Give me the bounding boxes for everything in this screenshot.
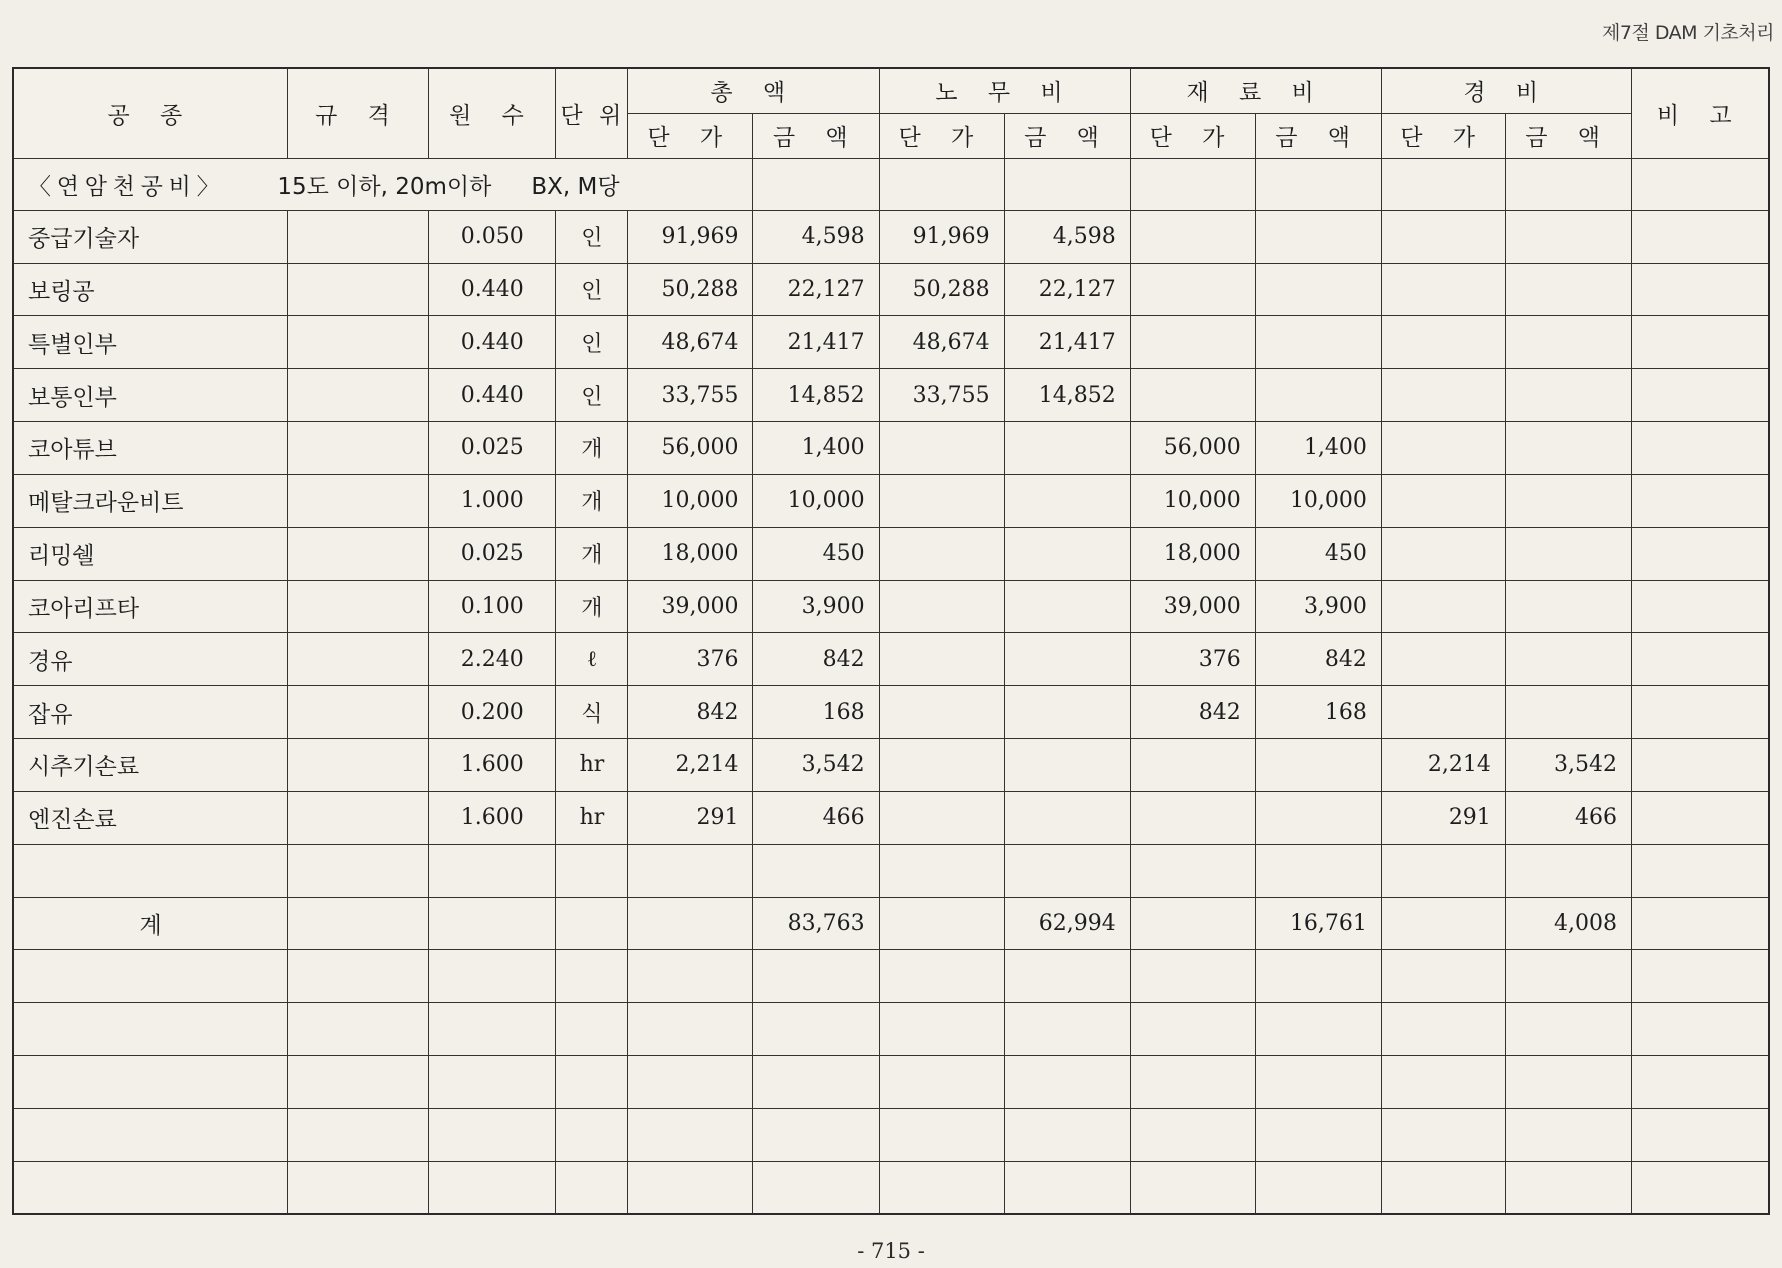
expense-amount [1505,316,1631,369]
qty-cell: 0.440 [429,316,556,369]
expense-unit-price [1381,1055,1505,1108]
total-unit-price: 50,288 [628,263,753,316]
expense-unit-price [1381,633,1505,686]
spec-cell [288,844,429,897]
header-expense-amount: 금 액 [1505,113,1631,158]
unit-cell: ℓ [556,633,628,686]
table-row [13,316,1769,369]
remark-cell [1631,1108,1769,1161]
material-amount [1255,844,1381,897]
spec-cell [288,580,429,633]
labor-unit-price [879,633,1004,686]
labor-amount [1004,422,1130,475]
blank-row [13,1003,1769,1056]
labor-unit-price [879,474,1004,527]
qty-cell [429,1108,556,1161]
material-unit-price [1130,897,1255,950]
total-amount [753,1055,879,1108]
remark-cell [1631,739,1769,792]
item-name: 계 [13,897,288,950]
spec-cell [288,527,429,580]
total-unit-price: 33,755 [628,369,753,422]
spec-cell [288,633,429,686]
unit-cell: 인 [556,263,628,316]
header-expense: 경 비 [1381,68,1631,113]
expense-unit-price [1381,686,1505,739]
header-labor-amount: 금 액 [1004,113,1130,158]
item-name: 코아튜브 [13,422,288,475]
remark-cell [1631,897,1769,950]
unit-cell: hr [556,791,628,844]
header-material: 재 료 비 [1130,68,1381,113]
expense-amount [1505,369,1631,422]
section-unit: BX, M당 [531,173,620,200]
material-amount [1255,316,1381,369]
expense-amount [1505,1108,1631,1161]
expense-amount [1505,1055,1631,1108]
total-unit-price: 56,000 [628,422,753,475]
qty-cell [429,1003,556,1056]
header-expense-unit-price: 단 가 [1381,113,1505,158]
qty-cell [429,1055,556,1108]
labor-amount [1004,950,1130,1003]
item-name: 리밍쉘 [13,527,288,580]
spec-cell [288,210,429,263]
table-row [13,580,1769,633]
expense-amount [1505,1003,1631,1056]
unit-cell: 식 [556,686,628,739]
expense-amount [1505,580,1631,633]
item-name: 엔진손료 [13,791,288,844]
unit-cell: 인 [556,316,628,369]
spec-cell [288,950,429,1003]
material-amount [1255,1161,1381,1214]
labor-unit-price [879,686,1004,739]
spec-cell [288,897,429,950]
table-row [13,474,1769,527]
table-row [13,791,1769,844]
item-name [13,1003,288,1056]
unit-cell: 개 [556,527,628,580]
unit-cell: hr [556,739,628,792]
material-unit-price [1130,1055,1255,1108]
labor-amount [1004,844,1130,897]
expense-unit-price [1381,527,1505,580]
remark-cell [1631,1161,1769,1214]
expense-unit-price [1381,1003,1505,1056]
table-row [13,739,1769,792]
remark-cell [1631,686,1769,739]
material-unit-price [1130,1003,1255,1056]
labor-amount [1004,474,1130,527]
item-name: 경유 [13,633,288,686]
expense-amount [1505,474,1631,527]
spec-cell [288,263,429,316]
spec-cell [288,686,429,739]
total-amount: 14,852 [753,369,879,422]
unit-cell: 개 [556,474,628,527]
labor-unit-price [879,1161,1004,1214]
qty-cell [429,844,556,897]
unit-cell: 개 [556,580,628,633]
qty-cell: 1.000 [429,474,556,527]
material-unit-price [1130,263,1255,316]
table-row [13,422,1769,475]
spec-cell [288,1003,429,1056]
expense-unit-price [1381,897,1505,950]
total-unit-price: 376 [628,633,753,686]
unit-cell: 인 [556,369,628,422]
expense-amount [1505,844,1631,897]
material-unit-price [1130,210,1255,263]
labor-amount: 14,852 [1004,369,1130,422]
total-amount: 21,417 [753,316,879,369]
header-item: 공 종 [13,68,288,158]
material-unit-price [1130,950,1255,1003]
qty-cell: 1.600 [429,791,556,844]
material-unit-price [1130,844,1255,897]
labor-amount: 21,417 [1004,316,1130,369]
material-unit-price: 376 [1130,633,1255,686]
material-amount [1255,950,1381,1003]
total-amount [753,1108,879,1161]
blank-row [13,950,1769,1003]
material-amount [1255,210,1381,263]
labor-unit-price [879,844,1004,897]
total-unit-price [628,1055,753,1108]
labor-amount [1004,739,1130,792]
total-unit-price [628,1003,753,1056]
qty-cell: 0.050 [429,210,556,263]
spec-cell [288,474,429,527]
spec-cell [288,1161,429,1214]
labor-unit-price [879,1055,1004,1108]
labor-amount: 4,598 [1004,210,1130,263]
material-unit-price [1130,1161,1255,1214]
blank-row [13,1161,1769,1214]
total-amount [753,950,879,1003]
material-unit-price: 842 [1130,686,1255,739]
remark-cell [1631,316,1769,369]
table-row [13,686,1769,739]
total-amount: 22,127 [753,263,879,316]
labor-unit-price [879,897,1004,950]
qty-cell: 0.440 [429,263,556,316]
qty-cell [429,1161,556,1214]
expense-unit-price [1381,474,1505,527]
total-unit-price [628,950,753,1003]
qty-cell: 0.025 [429,422,556,475]
material-amount [1255,1003,1381,1056]
total-amount: 450 [753,527,879,580]
material-amount: 842 [1255,633,1381,686]
expense-unit-price [1381,1108,1505,1161]
total-amount: 10,000 [753,474,879,527]
labor-unit-price [879,527,1004,580]
labor-unit-price: 50,288 [879,263,1004,316]
material-unit-price [1130,1108,1255,1161]
page-number: - 715 - [857,1239,925,1263]
spec-cell [288,1055,429,1108]
item-name [13,1108,288,1161]
remark-cell [1631,1003,1769,1056]
table-row [13,633,1769,686]
remark-cell [1631,263,1769,316]
table-row [13,369,1769,422]
material-amount: 16,761 [1255,897,1381,950]
total-amount: 83,763 [753,897,879,950]
expense-amount: 466 [1505,791,1631,844]
material-unit-price [1130,369,1255,422]
header-spec: 규 격 [288,68,429,158]
expense-unit-price: 291 [1381,791,1505,844]
unit-cell: 인 [556,210,628,263]
qty-cell: 2.240 [429,633,556,686]
section-condition: 15도 이하, 20m이하 [277,173,492,200]
labor-unit-price [879,950,1004,1003]
labor-amount [1004,580,1130,633]
expense-amount: 4,008 [1505,897,1631,950]
item-name [13,1055,288,1108]
section-label [13,158,628,210]
material-unit-price: 18,000 [1130,527,1255,580]
section-title: 〈연암천공비〉 [28,173,226,200]
item-name: 특별인부 [13,316,288,369]
item-name [13,1161,288,1214]
total-amount: 168 [753,686,879,739]
table-row [13,527,1769,580]
material-amount [1255,739,1381,792]
item-name [13,950,288,1003]
qty-cell: 1.600 [429,739,556,792]
item-name: 중급기술자 [13,210,288,263]
expense-amount [1505,527,1631,580]
remark-cell [1631,580,1769,633]
labor-unit-price [879,739,1004,792]
remark-cell [1631,422,1769,475]
expense-unit-price [1381,580,1505,633]
total-unit-price [628,1161,753,1214]
item-name: 보링공 [13,263,288,316]
labor-amount [1004,1055,1130,1108]
blank-row [13,844,1769,897]
labor-amount: 62,994 [1004,897,1130,950]
total-amount [753,1161,879,1214]
total-amount: 3,900 [753,580,879,633]
remark-cell [1631,1055,1769,1108]
total-unit-price: 2,214 [628,739,753,792]
labor-amount [1004,527,1130,580]
header-material-unit-price: 단 가 [1130,113,1255,158]
total-row [13,897,1769,950]
header-unit: 단 위 [556,68,628,158]
blank-row [13,1055,1769,1108]
expense-amount [1505,422,1631,475]
material-amount [1255,1108,1381,1161]
expense-amount [1505,1161,1631,1214]
cost-table [12,67,1770,1215]
header-total-unit-price: 단 가 [628,113,753,158]
table-row [13,263,1769,316]
labor-unit-price: 48,674 [879,316,1004,369]
unit-cell [556,897,628,950]
total-unit-price: 842 [628,686,753,739]
remark-cell [1631,633,1769,686]
item-name: 메탈크라운비트 [13,474,288,527]
header-remark: 비 고 [1631,68,1769,158]
qty-cell: 0.200 [429,686,556,739]
table-header [13,68,1769,158]
spec-cell [288,422,429,475]
expense-amount [1505,210,1631,263]
spec-cell [288,791,429,844]
expense-unit-price [1381,1161,1505,1214]
expense-unit-price [1381,369,1505,422]
total-unit-price: 10,000 [628,474,753,527]
material-amount: 1,400 [1255,422,1381,475]
header-labor-unit-price: 단 가 [879,113,1004,158]
material-unit-price: 39,000 [1130,580,1255,633]
header-material-amount: 금 액 [1255,113,1381,158]
total-unit-price [628,1108,753,1161]
remark-cell [1631,791,1769,844]
qty-cell: 0.100 [429,580,556,633]
expense-unit-price [1381,210,1505,263]
expense-unit-price [1381,950,1505,1003]
total-unit-price: 291 [628,791,753,844]
material-unit-price: 56,000 [1130,422,1255,475]
item-name: 잡유 [13,686,288,739]
total-amount [753,844,879,897]
spec-cell [288,316,429,369]
header-total-amount: 금 액 [753,113,879,158]
material-amount [1255,369,1381,422]
expense-unit-price [1381,263,1505,316]
remark-cell [1631,474,1769,527]
labor-amount [1004,1003,1130,1056]
material-amount [1255,791,1381,844]
unit-cell: 개 [556,422,628,475]
remark-cell [1631,369,1769,422]
labor-unit-price [879,580,1004,633]
expense-amount [1505,950,1631,1003]
remark-cell [1631,844,1769,897]
labor-amount [1004,1161,1130,1214]
material-amount: 3,900 [1255,580,1381,633]
unit-cell [556,950,628,1003]
expense-amount: 3,542 [1505,739,1631,792]
total-unit-price: 39,000 [628,580,753,633]
expense-amount [1505,686,1631,739]
header-labor: 노 무 비 [879,68,1130,113]
expense-unit-price: 2,214 [1381,739,1505,792]
header-total: 총 액 [628,68,879,113]
labor-amount [1004,633,1130,686]
material-unit-price [1130,316,1255,369]
expense-unit-price [1381,844,1505,897]
qty-cell: 0.440 [429,369,556,422]
total-amount [753,1003,879,1056]
total-unit-price [628,844,753,897]
spec-cell [288,369,429,422]
labor-unit-price [879,791,1004,844]
labor-unit-price [879,1108,1004,1161]
qty-cell [429,897,556,950]
spec-cell [288,739,429,792]
material-unit-price [1130,739,1255,792]
expense-unit-price [1381,316,1505,369]
labor-amount [1004,791,1130,844]
table-body [13,158,1769,1214]
remark-cell [1631,210,1769,263]
material-unit-price [1130,791,1255,844]
expense-unit-price [1381,422,1505,475]
material-amount: 10,000 [1255,474,1381,527]
total-amount: 3,542 [753,739,879,792]
total-amount: 4,598 [753,210,879,263]
labor-amount: 22,127 [1004,263,1130,316]
total-amount: 842 [753,633,879,686]
item-name: 보통인부 [13,369,288,422]
labor-amount [1004,1108,1130,1161]
total-unit-price: 18,000 [628,527,753,580]
labor-amount [1004,686,1130,739]
qty-cell [429,950,556,1003]
table-row [13,210,1769,263]
material-amount [1255,1055,1381,1108]
unit-cell [556,844,628,897]
unit-cell [556,1055,628,1108]
labor-unit-price [879,422,1004,475]
labor-unit-price [879,1003,1004,1056]
material-amount [1255,263,1381,316]
section-row [13,158,1769,210]
labor-unit-price: 33,755 [879,369,1004,422]
unit-cell [556,1003,628,1056]
item-name: 시추기손료 [13,739,288,792]
total-amount: 1,400 [753,422,879,475]
blank-row [13,1108,1769,1161]
expense-amount [1505,633,1631,686]
remark-cell [1631,950,1769,1003]
total-amount: 466 [753,791,879,844]
item-name [13,844,288,897]
material-amount: 450 [1255,527,1381,580]
total-unit-price: 48,674 [628,316,753,369]
spec-cell [288,1108,429,1161]
material-unit-price: 10,000 [1130,474,1255,527]
qty-cell: 0.025 [429,527,556,580]
expense-amount [1505,263,1631,316]
remark-cell [1631,527,1769,580]
unit-cell [556,1108,628,1161]
unit-cell [556,1161,628,1214]
chapter-header: 제7절 DAM 기초처리 [1602,22,1774,44]
labor-unit-price: 91,969 [879,210,1004,263]
header-qty: 원 수 [429,68,556,158]
item-name: 코아리프타 [13,580,288,633]
material-amount: 168 [1255,686,1381,739]
total-unit-price: 91,969 [628,210,753,263]
total-unit-price [628,897,753,950]
